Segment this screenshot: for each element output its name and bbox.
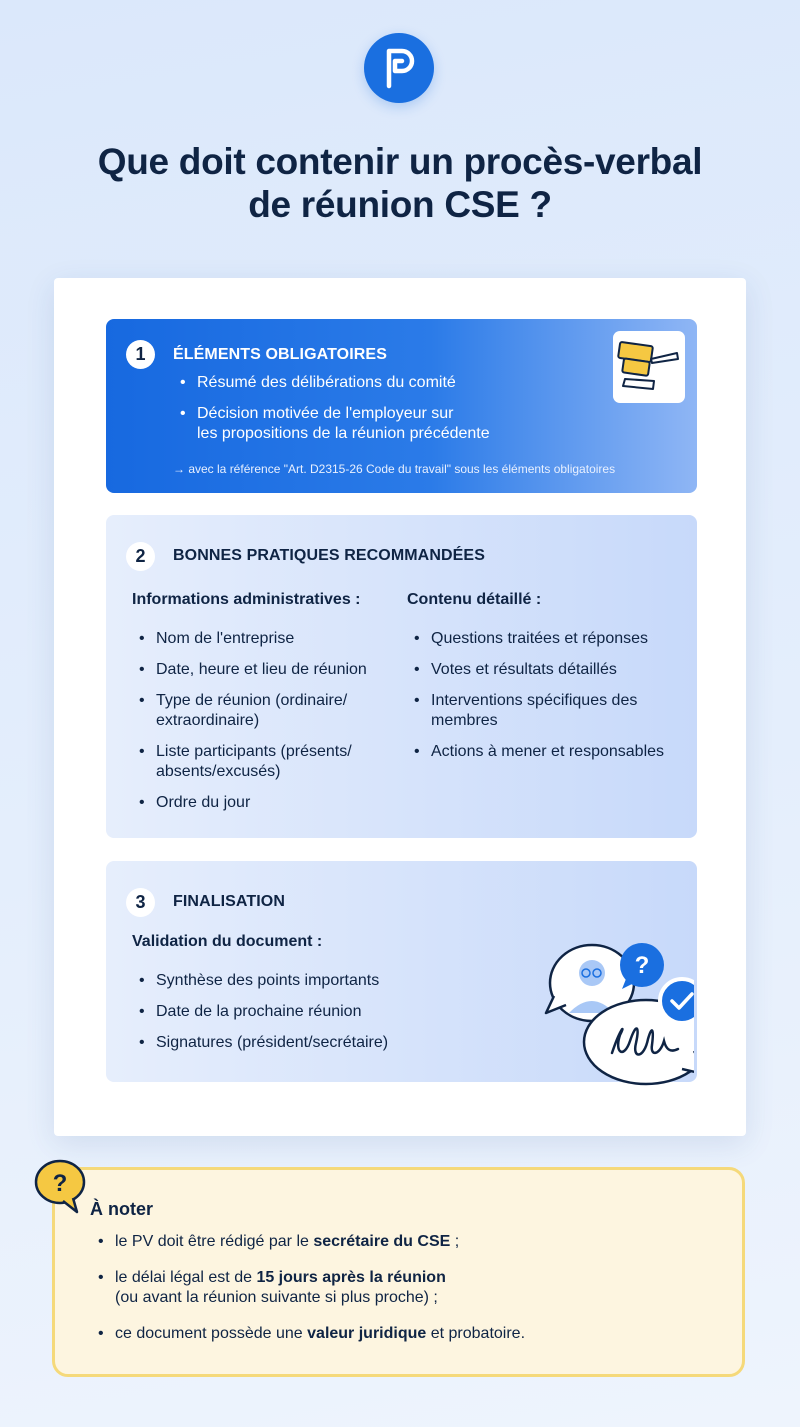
detailed-content-list <box>407 629 692 773</box>
section-number: 2 <box>126 542 155 571</box>
detailed-content-title: Contenu détaillé : <box>407 591 542 608</box>
list-item: • Résumé des délibérations du comité <box>173 373 593 393</box>
list-item: • le PV doit être rédigé par le secrétaire du CSE ; <box>91 1232 711 1252</box>
section-best-practices <box>106 515 697 838</box>
svg-text:?: ? <box>634 952 650 979</box>
admin-info-list <box>132 629 402 824</box>
content-card <box>54 278 746 1136</box>
question-bubble-icon <box>33 1158 89 1214</box>
validation-title: Validation du document : <box>132 933 323 950</box>
section-finalisation <box>106 861 697 1082</box>
note-box <box>52 1167 745 1377</box>
logo <box>364 33 434 103</box>
list-item: • Questions traitées et réponses <box>407 629 692 649</box>
gavel-icon <box>613 331 685 403</box>
section-title: BONNES PRATIQUES RECOMMANDÉES <box>173 547 485 564</box>
list-item: • le délai légal est de 15 jours après la réunion (ou avant la réunion suivante si plus proche) ; <box>91 1268 711 1308</box>
p-logo-icon <box>364 33 434 103</box>
list-item: • Signatures (président/secrétaire) <box>132 1033 492 1053</box>
list-item: • ce document possède une valeur juridique et probatoire. <box>91 1324 711 1344</box>
title-line-2: de réunion CSE ? <box>248 184 552 225</box>
section-mandatory <box>106 319 697 493</box>
list-item: • Synthèse des points importants <box>132 971 492 991</box>
signature-chat-illustration <box>544 941 694 1086</box>
list-item: • Date de la prochaine réunion <box>132 1002 492 1022</box>
section-title: FINALISATION <box>173 893 286 910</box>
mandatory-list <box>173 373 593 455</box>
list-item: • Ordre du jour <box>132 793 402 813</box>
validation-list <box>132 971 492 1064</box>
section-number: 1 <box>126 340 155 369</box>
list-item: • Liste participants (présents/ absents/excusés) <box>132 742 402 782</box>
section-number: 3 <box>126 888 155 917</box>
list-item: • Nom de l'entreprise <box>132 629 402 649</box>
note-list <box>91 1232 711 1360</box>
section-title: ÉLÉMENTS OBLIGATOIRES <box>173 346 387 363</box>
admin-info-title: Informations administratives : <box>132 591 361 608</box>
title-line-1: Que doit contenir un procès-verbal <box>97 141 703 182</box>
list-item: • Interventions spécifiques des membres <box>407 691 692 731</box>
list-item: • Votes et résultats détaillés <box>407 660 692 680</box>
legal-reference: → avec la référence "Art. D2315-26 Code du travail" sous les éléments obligatoires <box>173 462 616 476</box>
note-title: À noter <box>90 1199 153 1219</box>
page-title <box>40 140 760 226</box>
list-item: • Décision motivée de l'employeur sur les propositions de la réunion précédente <box>173 404 593 444</box>
svg-text:?: ? <box>52 1170 68 1197</box>
list-item: • Date, heure et lieu de réunion <box>132 660 402 680</box>
list-item: • Type de réunion (ordinaire/ extraordinaire) <box>132 691 402 731</box>
gavel-icon-box <box>613 331 685 403</box>
list-item: • Actions à mener et responsables <box>407 742 692 762</box>
